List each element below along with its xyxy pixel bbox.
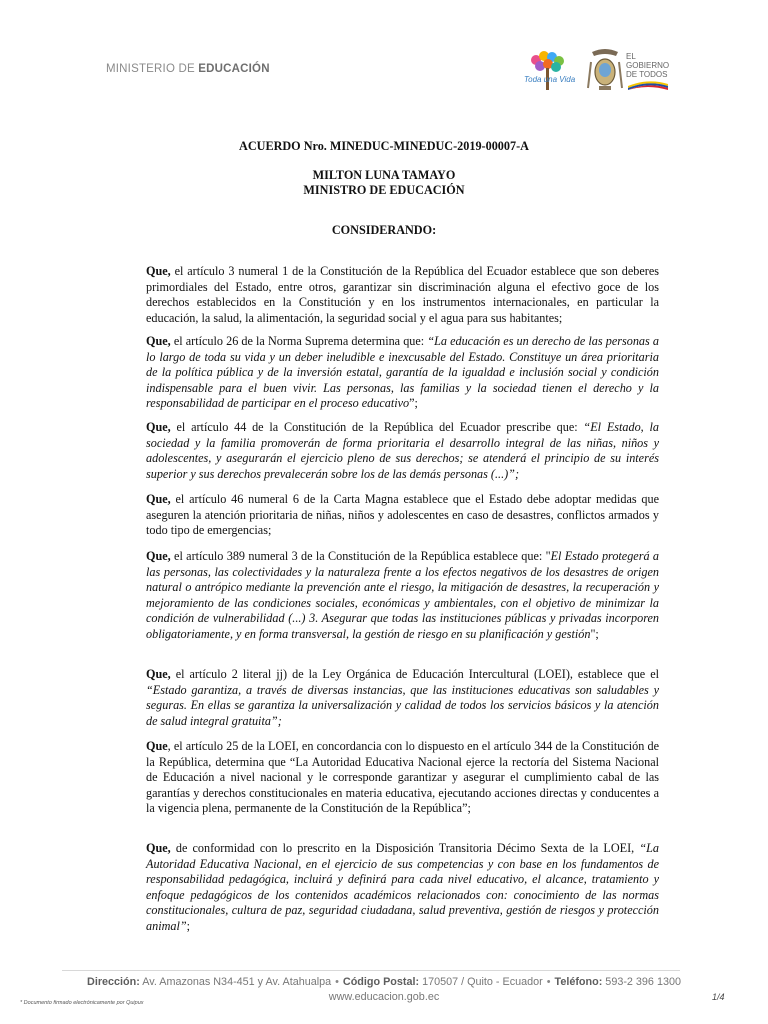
paragraph-text: el artículo 44 de la Constitución de la República del Ecuador prescribe que: [170, 420, 584, 434]
paragraph-quote: “La educación es un derecho de las personas a lo largo de toda su vida y un deber ineludible e inexcusable del Estado. Constituye un área prioritaria de la política pública y de la inversión estatal, garantía de la igualdad e inclusión social y condición indispensable para el buen vivir. Las personas, las familias y la sociedad tienen el derecho y la responsabilidad de participar en el proceso educativo [146, 334, 659, 410]
paragraph-tail: "; [590, 626, 599, 641]
ministerio-header [106, 63, 270, 75]
page-number: 1/4 [712, 992, 725, 1002]
paragraph-6 [146, 667, 659, 729]
paragraph-quote: “El Estado, la sociedad y la familia promoverán de forma prioritaria el desarrollo integral de las niñas, niños y adolescentes, y asegurarán el ejercicio pleno de sus derechos; se atenderá el principio de su interés superior y sus derechos prevalecerán sobre los de las demás personas (...)”; [146, 420, 659, 481]
paragraph-text: el artículo 46 numeral 6 de la Carta Magna establece que el Estado debe adoptar medidas que aseguren la atención prioritaria de niñas, niños y adolescentes en caso de desastres, conflictos armados y todo tipo de emergencias; [146, 492, 659, 537]
paragraph-lead: Que, [146, 492, 171, 506]
paragraph-tail: ”; [409, 396, 418, 410]
ministerio-prefix: MINISTERIO DE [106, 63, 199, 75]
paragraph-text: , el artículo 25 de la LOEI, en concordancia con lo dispuesto en el artículo 344 de la Constitución de la República, determina que “La Autoridad Educativa Nacional ejerce la rectoría del Sistema Nacional de Educación a nivel nacional y le corresponde garantizar y asegurar el cumplimiento cabal de las garantías y derechos constitucionales en materia educativa, ejecutando acciones directas y conducentes a la vigencia plena, permanente de la Constitución de la República”; [146, 739, 659, 815]
footer-bullet-icon: • [335, 976, 339, 988]
footer-address [0, 976, 768, 988]
paragraph-text: el artículo 26 de la Norma Suprema determina que: [170, 334, 428, 348]
paragraph-quote: El Estado protegerá a las personas, las colectividades y la naturaleza frente a los efectos negativos de los desastres de origen natural o antrópico mediante la prevención ante el riesgo, la mitigación de desastres, la recuperación y mejoramiento de las condiciones sociales, económicas y ambientales, con el objetivo de minimizar la condición de vulnerabilidad (...) 3. Asegurar que todas las instituciones públicas y privadas incorporen obligatoriamente, y en forma transversal, la gestión de riesgo en su planificación y gestión [146, 549, 659, 641]
telefono-value: 593-2 396 1300 [602, 976, 681, 988]
considerando-heading: CONSIDERANDO: [331, 223, 437, 237]
footer-website-link[interactable]: www.educacion.gob.ec [328, 991, 440, 1003]
paragraph-5 [146, 549, 659, 642]
paragraph-lead: Que [146, 739, 168, 753]
postal-label: Código Postal: [342, 976, 420, 988]
paragraph-quote: “La Autoridad Educativa Nacional, en el ejercicio de sus competencias y con base en los fundamentos de responsabilidad pedagógica, incluirá y definirá para cada nivel educativo, el alcance, tratamiento y enfoque pedagógicos de los contenidos académicos relacionados con: conocimiento de las normas constitucionales, cultura de paz, seguridad ciudadana, salud preventiva, gestión de riesgos y protección animal” [146, 841, 659, 933]
paragraph-text: el artículo 3 numeral 1 de la Constitución de la República del Ecuador establece que son deberes primordiales del Estado, entre otros, garantizar sin discriminación alguna el efectivo goce de los derechos establecidos en la Constitución y en los instrumentos internacionales, en particular la educación, la salud, la alimentación, la seguridad social y el agua para sus habitantes; [146, 264, 659, 325]
paragraph-2 [146, 334, 659, 412]
footer-bullet-icon: • [546, 976, 551, 988]
paragraph-text: de conformidad con lo prescrito en la Disposición Transitoria Décimo Sexta de la LOEI, [170, 841, 640, 855]
paragraph-lead: Que, [146, 334, 171, 348]
paragraph-8 [146, 841, 659, 934]
paragraph-1 [146, 264, 659, 326]
paragraph-3 [146, 420, 659, 482]
paragraph-quote: “Estado garantiza, a través de diversas instancias, que las instituciones educativas son saludables y seguras. En ellas se garantiza la universalización y calidad de todos los servicios básicos y la atención de salud integral gratuita”; [146, 682, 659, 728]
paragraph-text: el artículo 2 literal jj) de la Ley Orgánica de Educación Intercultural (LOEI), establece que el [170, 667, 659, 681]
paragraph-lead: Que, [146, 549, 171, 563]
paragraph-lead: Que, [146, 264, 171, 278]
paragraph-4 [146, 492, 659, 539]
escudo-ecuador-icon [586, 48, 624, 94]
direccion-value: Av. Amazonas N34-451 y Av. Atahualpa [139, 976, 332, 988]
paragraph-7 [146, 739, 659, 817]
paragraph-text: el artículo 389 numeral 3 de la Constitución de la República establece que: " [170, 549, 551, 563]
ministerio-bold: EDUCACIÓN [198, 63, 270, 75]
paragraph-lead: Que, [146, 667, 171, 681]
gobierno-flag-icon [628, 80, 668, 90]
footer-divider [62, 970, 680, 971]
logo-vida-text: Toda una Vida [524, 75, 576, 84]
paragraph-tail: ; [186, 918, 191, 933]
paragraph-lead: Que, [146, 420, 171, 434]
telefono-label: Teléfono: [554, 976, 603, 988]
direccion-label: Dirección: [87, 976, 140, 988]
paragraph-lead: Que, [146, 841, 171, 855]
minister-name: MILTON LUNA TAMAYO [312, 168, 456, 182]
toda-una-vida-logo [520, 48, 580, 96]
firma-electronica-note: * Documento firmado electrónicamente por Quipux [20, 1000, 144, 1006]
acuerdo-number: ACUERDO Nro. MINEDUC-MINEDUC-2019-00007-A [239, 139, 529, 153]
gobierno-de-todos-text: EL GOBIERNO DE TODOS [626, 52, 670, 79]
minister-title: MINISTRO DE EDUCACIÓN [303, 183, 465, 197]
postal-value: 170507 / Quito - Ecuador [419, 976, 543, 988]
